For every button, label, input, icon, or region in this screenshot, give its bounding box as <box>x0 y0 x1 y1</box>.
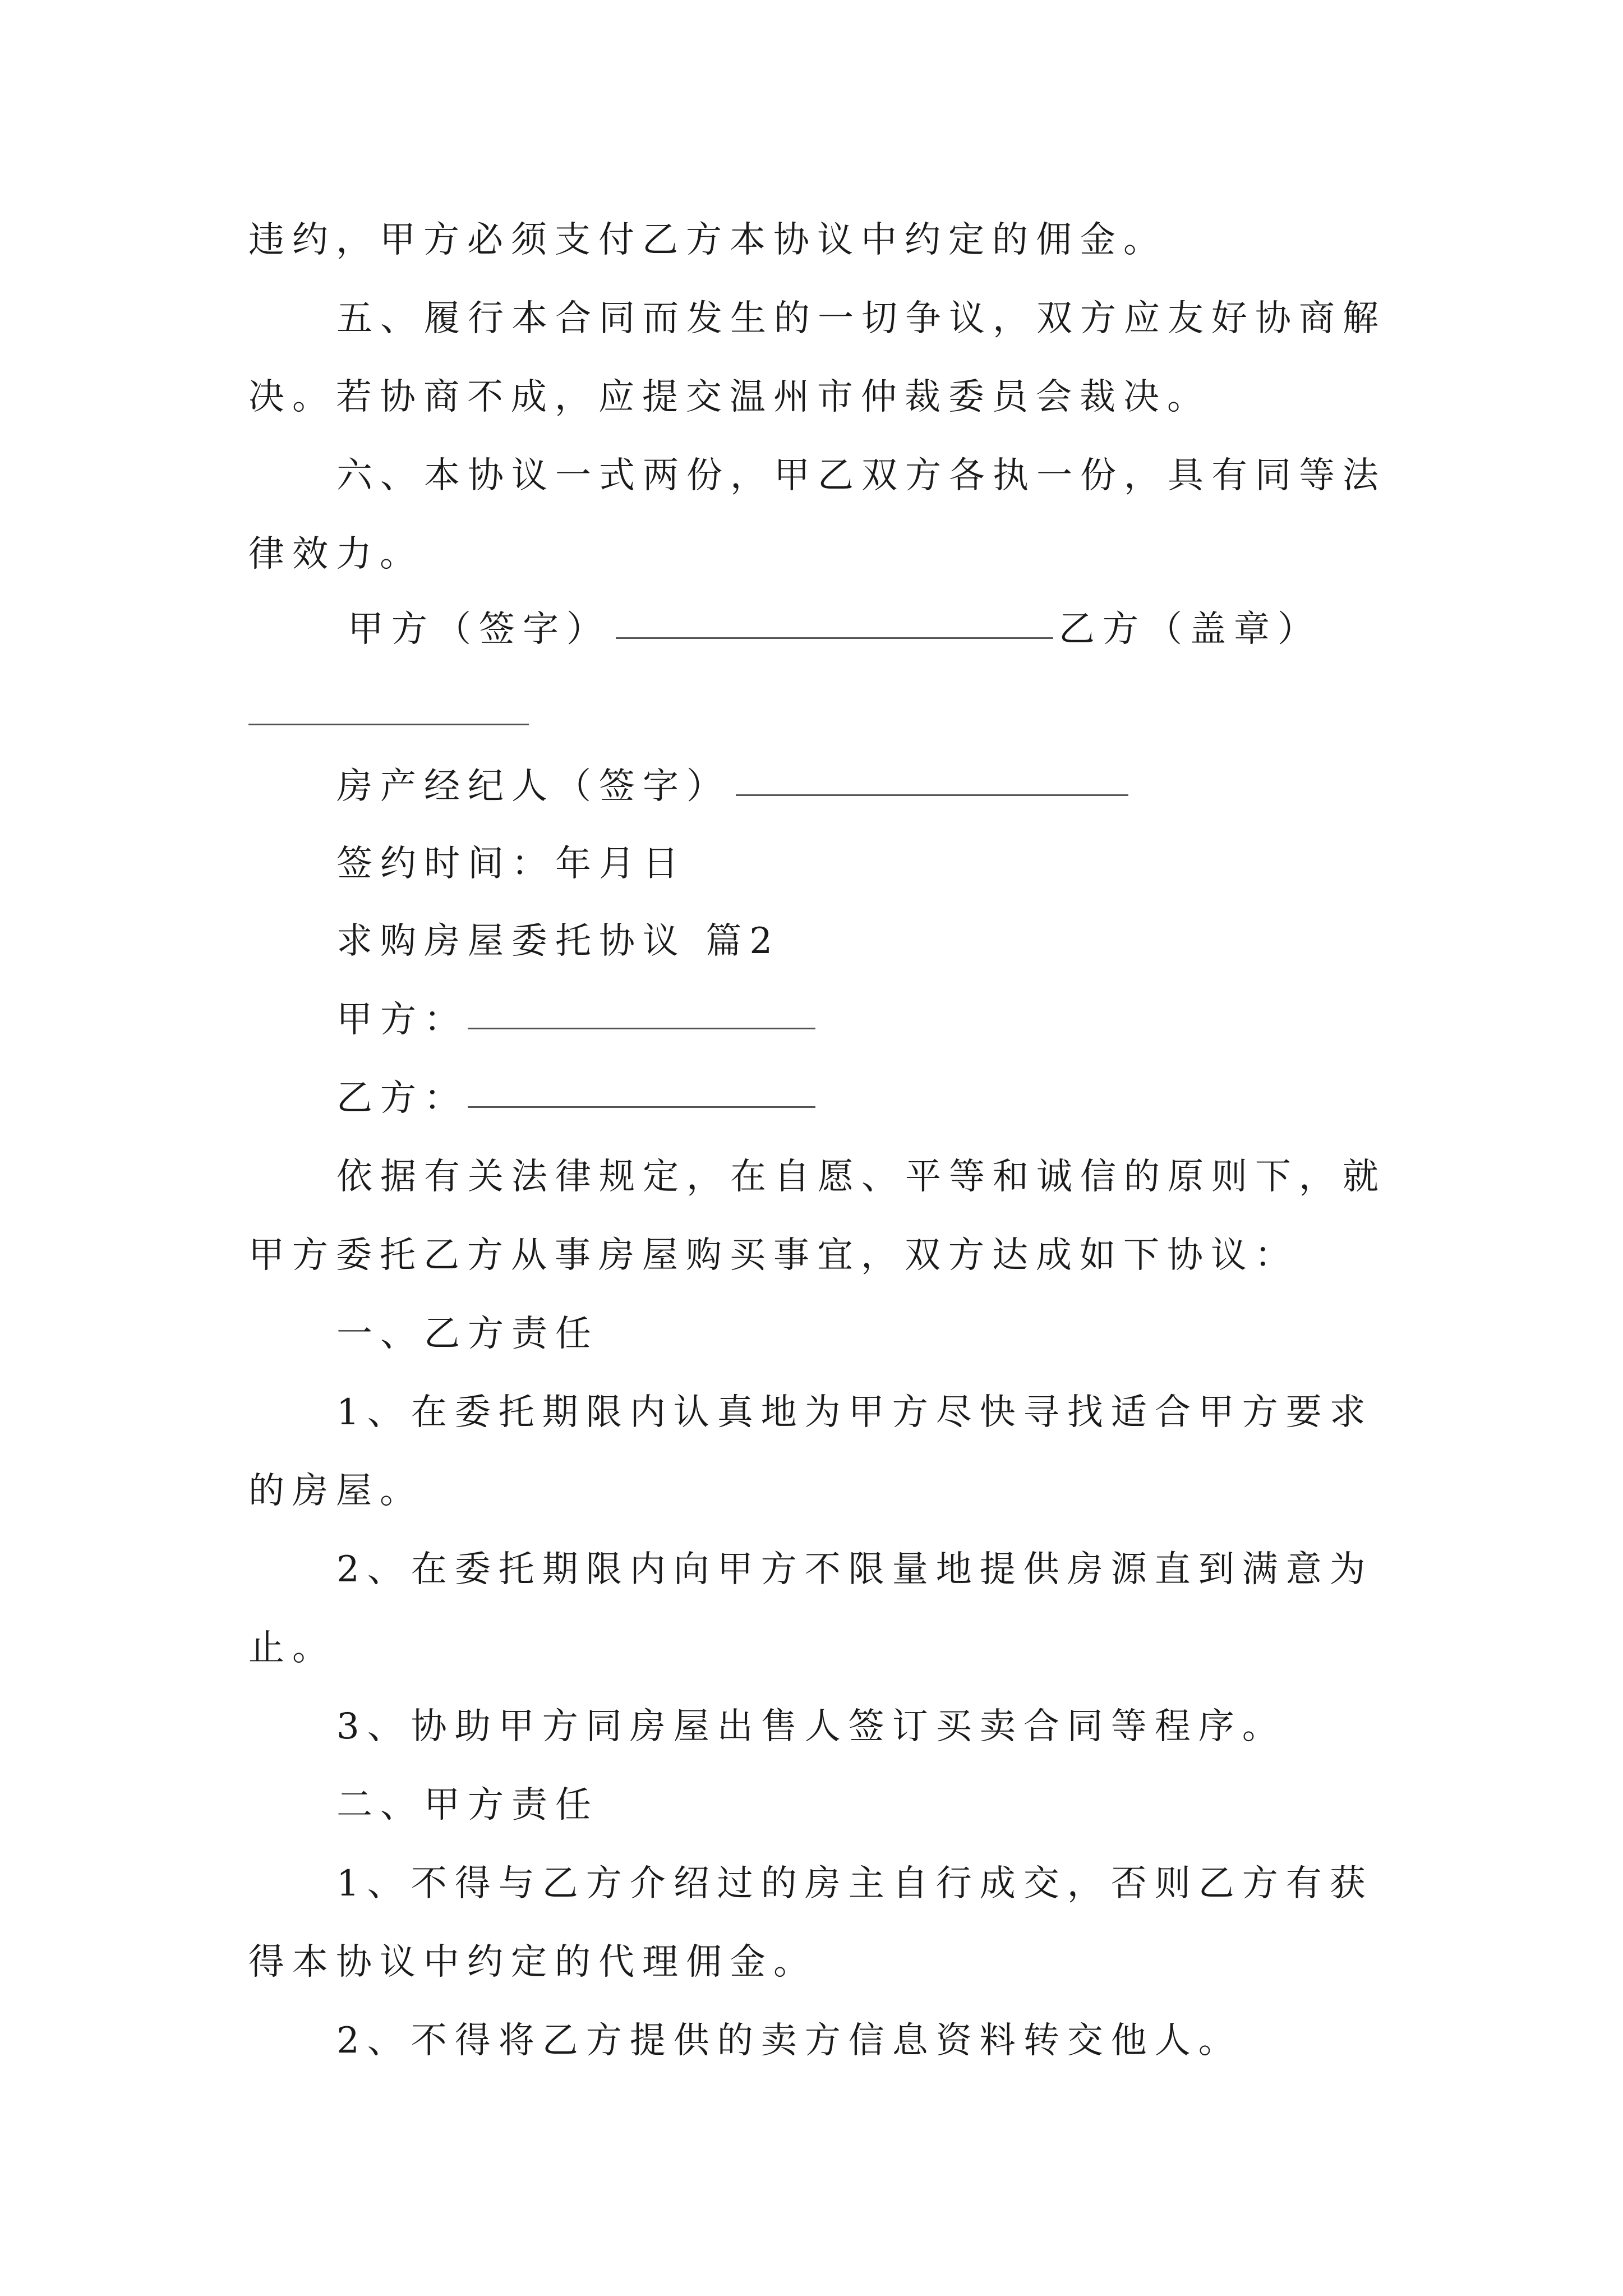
party-b-field-label: 乙方： <box>336 1078 468 1119</box>
clause-five-line-1: 五、履行本合同而发生的一切争议，双方应友好协商解 <box>336 298 1386 339</box>
section-title: 求购房屋委托协议 篇2 <box>336 921 781 962</box>
b-duty-1-line-1: 1、在委托期限内认真地为甲方尽快寻找适合甲方要求 <box>336 1392 1373 1433</box>
party-a-sign-label: 甲方（签字） <box>348 609 610 650</box>
party-a-field-blank[interactable] <box>468 1028 815 1029</box>
b-duty-2-line-1: 2、在委托期限内向甲方不限量地提供房源直到满意为 <box>336 1549 1373 1590</box>
a-duty-1-line-1: 1、不得与乙方介绍过的房主自行成交，否则乙方有获 <box>336 1863 1373 1904</box>
b-duty-2-line-2: 止。 <box>248 1627 336 1669</box>
b-duty-1-line-2: 的房屋。 <box>248 1470 423 1512</box>
party-a-field-row <box>336 999 821 1041</box>
party-a-field-label: 甲方： <box>336 999 468 1041</box>
b-duty-3: 3、协助甲方同房屋出售人签订买卖合同等程序。 <box>336 1706 1286 1747</box>
paragraph-line: 违约，甲方必须支付乙方本协议中约定的佣金。 <box>248 219 1167 261</box>
heading-party-b-duties: 一、乙方责任 <box>336 1313 599 1355</box>
clause-five-line-2: 决。若协商不成，应提交温州市仲裁委员会裁决。 <box>248 376 1211 418</box>
sign-date: 签约时间：年月日 <box>336 843 686 885</box>
agent-sign-blank[interactable] <box>736 794 1128 796</box>
party-b-seal-blank[interactable] <box>248 724 529 725</box>
party-b-field-blank[interactable] <box>468 1106 815 1108</box>
party-b-seal-label: 乙方（盖章） <box>1059 609 1321 650</box>
party-a-sign-blank[interactable] <box>616 637 1053 639</box>
party-b-field-row <box>336 1078 821 1119</box>
a-duty-2: 2、不得将乙方提供的卖方信息资料转交他人。 <box>336 2020 1242 2062</box>
preamble-line-1: 依据有关法律规定，在自愿、平等和诚信的原则下，就 <box>336 1156 1386 1198</box>
preamble-line-2: 甲方委托乙方从事房屋购买事宜，双方达成如下协议： <box>248 1235 1298 1276</box>
heading-party-a-duties: 二、甲方责任 <box>336 1784 599 1826</box>
agent-sign-row <box>336 766 1134 807</box>
agent-sign-label: 房产经纪人（签字） <box>336 766 730 807</box>
a-duty-1-line-2: 得本协议中约定的代理佣金。 <box>248 1941 817 1983</box>
clause-six-line-1: 六、本协议一式两份，甲乙双方各执一份，具有同等法 <box>336 455 1386 496</box>
clause-six-line-2: 律效力。 <box>248 533 423 575</box>
signature-row <box>348 609 1321 650</box>
